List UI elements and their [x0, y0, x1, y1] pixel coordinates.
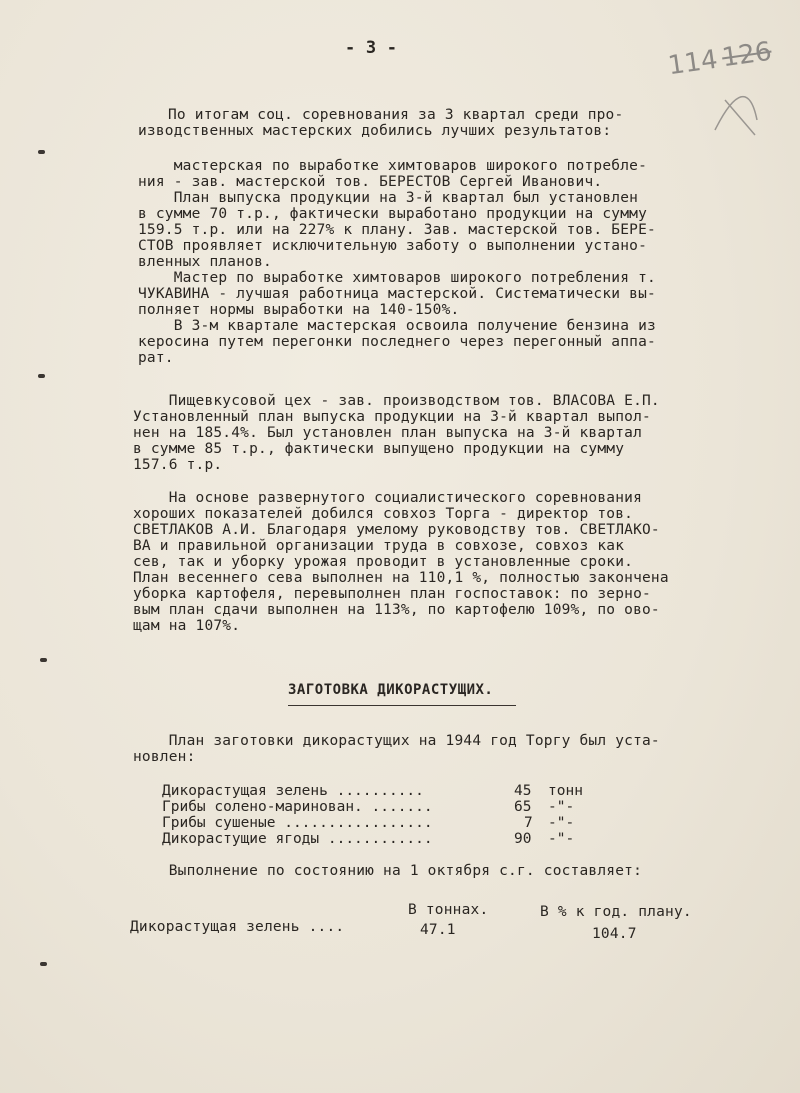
- food-line: нен на 185.4%. Был установлен план выпуска на 3-й квартал: [133, 425, 642, 441]
- workshop-line: План выпуска продукции на 3-й квартал был установлен: [138, 190, 639, 206]
- sovkhoz-line: План весеннего сева выполнен на 110,1 %, полностью закончена: [133, 570, 669, 586]
- sovkhoz-line: уборка картофеля, перевыполнен план госпоставок: по зерно-: [133, 586, 651, 602]
- column-header-percent: В % к год. плану.: [540, 904, 692, 920]
- plan-row-value: 65: [514, 799, 532, 815]
- sovkhoz-line: ВА и правильной организации труда в совхозе, совхоз как: [133, 538, 625, 554]
- intro-line-1: По итогам соц. соревнования за 3 квартал среди про-: [168, 107, 624, 123]
- workshop-line: 159.5 т.р. или на 227% к плану. Зав. мастерской тов. БЕРЕ-: [138, 222, 656, 238]
- sovkhoz-line: щам на 107%.: [133, 618, 241, 634]
- plan-row-item: Грибы сушеные .................: [162, 815, 433, 831]
- plan-intro-line: новлен:: [133, 749, 196, 765]
- workshop-line: вленных планов.: [138, 254, 272, 270]
- plan-row-item: Дикорастущая зелень ..........: [162, 783, 424, 799]
- result-row-tons: 47.1: [420, 922, 456, 938]
- margin-tick: [40, 658, 47, 662]
- plan-row-unit: -"-: [548, 799, 575, 815]
- plan-row-value: 7: [524, 815, 533, 831]
- pencil-mark: [705, 80, 765, 140]
- plan-row-item: Дикорастущие ягоды ............: [162, 831, 433, 847]
- page-number: - 3 -: [345, 38, 398, 58]
- food-line: 157.6 т.р.: [133, 457, 223, 473]
- workshop-line: в сумме 70 т.р., фактически выработано продукции на сумму: [138, 206, 647, 222]
- workshop-line: керосина путем перегонки последнего через перегонный аппа-: [138, 334, 656, 350]
- plan-row-value: 90: [514, 831, 532, 847]
- intro-line-2: изводственных мастерских добились лучших результатов:: [138, 123, 612, 139]
- result-row-percent: 104.7: [592, 926, 637, 942]
- workshop-line: В 3-м квартале мастерская освоила получение бензина из: [138, 318, 656, 334]
- archive-folio-note-crossed: 126: [720, 36, 774, 74]
- plan-row-unit: тонн: [548, 783, 583, 799]
- sovkhoz-line: На основе развернутого социалистического соревнования: [133, 490, 642, 506]
- plan-row-value: 45: [514, 783, 532, 799]
- food-line: Установленный план выпуска продукции на 3-й квартал выпол-: [133, 409, 651, 425]
- progress-intro: Выполнение по состоянию на 1 октября с.г. составляет:: [133, 863, 642, 879]
- sovkhoz-line: СВЕТЛАКОВ А.И. Благодаря умелому руководству тов. СВЕТЛАКО-: [133, 522, 660, 538]
- plan-intro-line: План заготовки дикорастущих на 1944 год Торгу был уста-: [133, 733, 660, 749]
- plan-row-unit: -"-: [548, 815, 575, 831]
- workshop-line: СТОВ проявляет исключительную заботу о выполнении устано-: [138, 238, 647, 254]
- section-heading: ЗАГОТОВКА ДИКОРАСТУЩИХ.: [288, 682, 494, 698]
- workshop-line: рат.: [138, 350, 174, 366]
- workshop-line: мастерская по выработке химтоваров широкого потребле-: [138, 158, 647, 174]
- archive-folio-note: 114: [666, 44, 720, 82]
- workshop-line: Мастер по выработке химтоваров широкого потребления т.: [138, 270, 656, 286]
- sovkhoz-line: вым план сдачи выполнен на 113%, по картофелю 109%, по ово-: [133, 602, 660, 618]
- sovkhoz-line: хороших показателей добился совхоз Торга - директор тов.: [133, 506, 634, 522]
- food-line: Пищевкусовой цех - зав. производством тов. ВЛАСОВА Е.П.: [133, 393, 660, 409]
- column-header-tons: В тоннах.: [408, 902, 489, 918]
- workshop-line: ЧУКАВИНА - лучшая работница мастерской. Систематически вы-: [138, 286, 656, 302]
- food-line: в сумме 85 т.р., фактически выпущено продукции на сумму: [133, 441, 625, 457]
- workshop-line: полняет нормы выработки на 140-150%.: [138, 302, 460, 318]
- margin-tick: [38, 150, 45, 154]
- margin-tick: [40, 962, 47, 966]
- heading-underline: [288, 705, 516, 706]
- plan-row-item: Грибы солено-маринован. .......: [162, 799, 433, 815]
- plan-row-unit: -"-: [548, 831, 575, 847]
- margin-tick: [38, 374, 45, 378]
- workshop-line: ния - зав. мастерской тов. БЕРЕСТОВ Сергей Иванович.: [138, 174, 603, 190]
- sovkhoz-line: сев, так и уборку урожая проводит в установленные сроки.: [133, 554, 634, 570]
- result-row-item: Дикорастущая зелень ....: [130, 919, 345, 935]
